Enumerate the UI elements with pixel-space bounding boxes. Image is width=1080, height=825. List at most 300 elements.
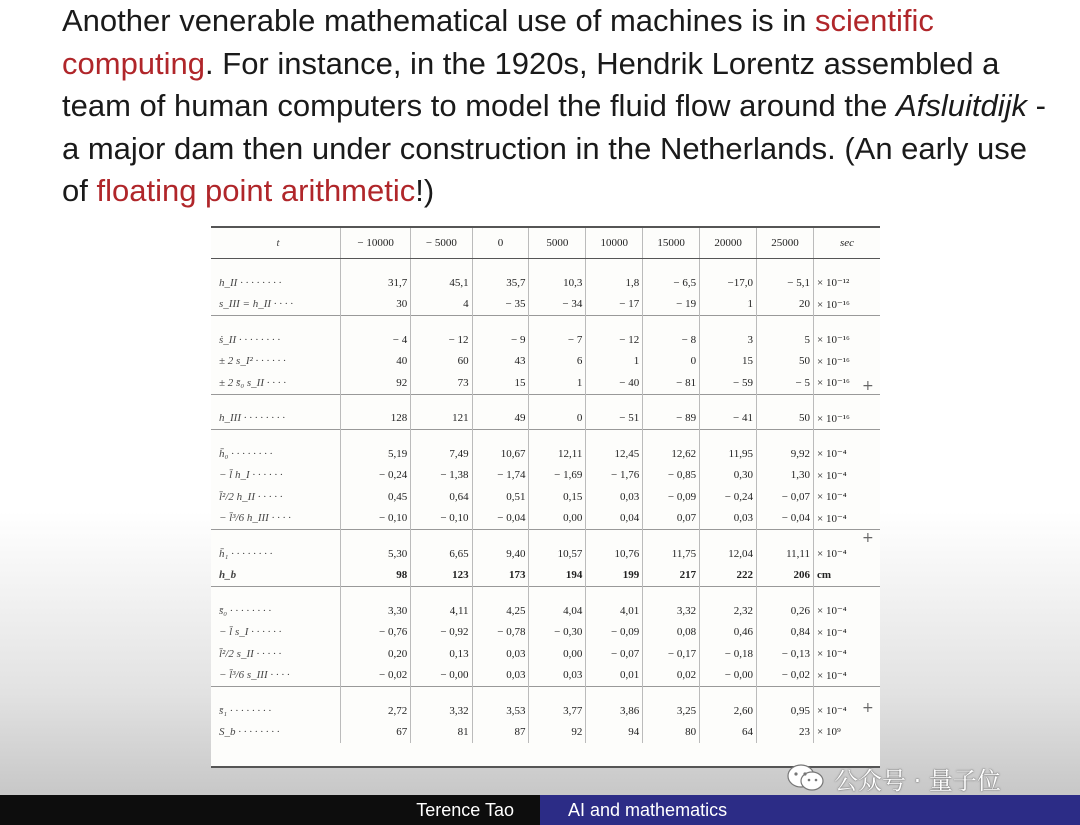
- table-gap-cell: [341, 430, 411, 444]
- table-cell: − 1,76: [586, 465, 643, 487]
- table-gap-cell: [529, 587, 586, 601]
- table-cell: 2,60: [700, 700, 757, 722]
- table-gap-cell: [643, 430, 700, 444]
- table-cell: − 0,04: [757, 508, 814, 530]
- table-cell: 4,01: [586, 600, 643, 622]
- table-cell: 11,95: [700, 443, 757, 465]
- table-cell: 0,20: [341, 643, 411, 665]
- table-cell: 98: [341, 565, 411, 587]
- table-gap-cell: [411, 430, 472, 444]
- table-gap-cell: [211, 259, 341, 273]
- table-gap-cell: [814, 430, 881, 444]
- table-cell: 0: [529, 408, 586, 430]
- row-unit: × 10⁻⁴: [814, 508, 881, 530]
- table-cell: 3,86: [586, 700, 643, 722]
- table-cell: − 0,07: [757, 486, 814, 508]
- footer-title-section: [540, 795, 1080, 825]
- row-label: h_b: [219, 569, 237, 582]
- table-header-cell: 20000: [700, 228, 757, 259]
- table-header-cell: 10000: [586, 228, 643, 259]
- table-cell: 9,92: [757, 443, 814, 465]
- table-cell: − 9: [472, 329, 529, 351]
- table-cell: − 12: [586, 329, 643, 351]
- table-cell: 6: [529, 351, 586, 373]
- table-cell: 67: [341, 722, 411, 744]
- row-unit: × 10⁻⁴: [814, 622, 881, 644]
- row-unit: × 10⁻¹⁶: [814, 408, 881, 430]
- table-gap-cell: [586, 687, 643, 701]
- table-gap-cell: [586, 530, 643, 544]
- table-cell: 40: [341, 351, 411, 373]
- table-row: [211, 565, 880, 587]
- table-cell: 194: [529, 565, 586, 587]
- table-cell: 0,84: [757, 622, 814, 644]
- table-cell: 3,32: [643, 600, 700, 622]
- table-cell: 20: [757, 294, 814, 316]
- table-cell: 0,64: [411, 486, 472, 508]
- table-gap-cell: [472, 430, 529, 444]
- table-cell: 173: [472, 565, 529, 587]
- table-cell: 35,7: [472, 272, 529, 294]
- table-cell: 1,8: [586, 272, 643, 294]
- table-cell: 1,30: [757, 465, 814, 487]
- table-gap-cell: [814, 394, 881, 408]
- table-gap-cell: [643, 394, 700, 408]
- row-label: l̄²/2 h_II · · · · ·: [219, 490, 283, 503]
- table-cell: 1: [700, 294, 757, 316]
- table-row: [211, 486, 880, 508]
- row-unit: × 10⁻¹⁶: [814, 294, 881, 316]
- table-cell: 49: [472, 408, 529, 430]
- row-unit: × 10⁻¹⁶: [814, 329, 881, 351]
- plus-mark: +: [862, 700, 874, 716]
- table-gap-cell: [757, 687, 814, 701]
- table-gap-cell: [472, 530, 529, 544]
- row-label: S_b · · · · · · · ·: [219, 726, 280, 739]
- table-gap-cell: [643, 687, 700, 701]
- watermark: [786, 760, 1001, 796]
- table-cell: − 5,1: [757, 272, 814, 294]
- table-cell: 4,11: [411, 600, 472, 622]
- table-gap-cell: [643, 259, 700, 273]
- table-cell: − 0,00: [700, 665, 757, 687]
- table-group-gap: [211, 530, 880, 544]
- table-gap-cell: [472, 587, 529, 601]
- table-gap-cell: [211, 430, 341, 444]
- table-cell: 2,72: [341, 700, 411, 722]
- table-cell: 31,7: [341, 272, 411, 294]
- table-cell: 199: [586, 565, 643, 587]
- table-cell: 1: [529, 372, 586, 394]
- row-label: ± 2 s_I² · · · · · ·: [219, 355, 286, 368]
- table-cell: 4: [411, 294, 472, 316]
- table-gap-cell: [341, 394, 411, 408]
- lorentz-table-image: [211, 226, 880, 768]
- table-cell: 0,08: [643, 622, 700, 644]
- row-unit: × 10⁻¹²: [814, 272, 881, 294]
- row-label: h_III · · · · · · · ·: [219, 412, 285, 425]
- text-part-1: Another venerable mathematical use of machines is in: [62, 3, 816, 38]
- table-cell: 7,49: [411, 443, 472, 465]
- table-header-cell: − 10000: [341, 228, 411, 259]
- row-label: ṡ_II · · · · · · · ·: [219, 333, 281, 346]
- table-cell: 0,26: [757, 600, 814, 622]
- table-cell: 10,76: [586, 543, 643, 565]
- table-header-row: [211, 228, 880, 259]
- row-label: s_III = h_II · · · ·: [219, 298, 294, 311]
- table-cell: 0,00: [529, 508, 586, 530]
- row-unit: × 10⁻⁴: [814, 700, 881, 722]
- table-row: [211, 622, 880, 644]
- table-cell: − 40: [586, 372, 643, 394]
- table-row: [211, 508, 880, 530]
- italic-afsluitdijk: Afsluitdijk: [896, 88, 1027, 123]
- row-label: − l̄ h_I · · · · · ·: [219, 469, 283, 482]
- slide-text: [62, 0, 1052, 213]
- table-cell: − 5: [757, 372, 814, 394]
- table-cell: 0,00: [529, 643, 586, 665]
- table-cell: − 35: [472, 294, 529, 316]
- table-cell: − 0,10: [411, 508, 472, 530]
- table-cell: 0,15: [529, 486, 586, 508]
- table-gap-cell: [586, 430, 643, 444]
- row-unit: × 10⁻⁴: [814, 600, 881, 622]
- table-cell: 10,3: [529, 272, 586, 294]
- table-gap-cell: [341, 316, 411, 330]
- table-gap-cell: [700, 530, 757, 544]
- table-cell: 5,30: [341, 543, 411, 565]
- row-label: s̄₀ · · · · · · · ·: [219, 604, 272, 617]
- table-gap-cell: [757, 530, 814, 544]
- table-cell: − 12: [411, 329, 472, 351]
- table-cell: 50: [757, 351, 814, 373]
- table-gap-cell: [757, 587, 814, 601]
- table-cell: − 6,5: [643, 272, 700, 294]
- table-cell: − 34: [529, 294, 586, 316]
- table-gap-cell: [700, 394, 757, 408]
- table-cell: 92: [529, 722, 586, 744]
- table-gap-cell: [411, 394, 472, 408]
- table-cell: 43: [472, 351, 529, 373]
- table-cell: 0,51: [472, 486, 529, 508]
- table-gap-cell: [700, 687, 757, 701]
- table-cell: − 0,09: [643, 486, 700, 508]
- table-cell: 0,03: [529, 665, 586, 687]
- table-cell: 123: [411, 565, 472, 587]
- row-unit: × 10⁻⁴: [814, 486, 881, 508]
- table-cell: − 0,30: [529, 622, 586, 644]
- table-cell: 3: [700, 329, 757, 351]
- table-cell: 94: [586, 722, 643, 744]
- row-unit: × 10⁻¹⁶: [814, 351, 881, 373]
- table-cell: 0,46: [700, 622, 757, 644]
- table-gap-cell: [472, 259, 529, 273]
- table-cell: 73: [411, 372, 472, 394]
- table-gap-cell: [411, 687, 472, 701]
- table-cell: − 4: [341, 329, 411, 351]
- table-group-gap: [211, 316, 880, 330]
- table-cell: − 1,74: [472, 465, 529, 487]
- table-gap-cell: [586, 587, 643, 601]
- table-gap-cell: [341, 530, 411, 544]
- footer-author-section: [0, 795, 540, 825]
- table-group-gap: [211, 587, 880, 601]
- footer-bar: [0, 795, 1080, 825]
- table-gap-cell: [341, 587, 411, 601]
- table-gap-cell: [211, 316, 341, 330]
- table-cell: 217: [643, 565, 700, 587]
- table-cell: 128: [341, 408, 411, 430]
- table-cell: − 7: [529, 329, 586, 351]
- footer-author: Terence Tao: [416, 800, 514, 820]
- row-label: − l̄³/6 h_III · · · ·: [219, 512, 291, 525]
- table-cell: − 0,18: [700, 643, 757, 665]
- table-cell: 12,62: [643, 443, 700, 465]
- table-gap-cell: [529, 394, 586, 408]
- table-row: [211, 700, 880, 722]
- table-gap-cell: [529, 530, 586, 544]
- table-gap-cell: [700, 587, 757, 601]
- table-cell: 9,40: [472, 543, 529, 565]
- table-header-cell: 5000: [529, 228, 586, 259]
- link-scientific-computing[interactable]: scientific computing: [62, 3, 934, 81]
- table-row: [211, 665, 880, 687]
- table-gap-cell: [643, 587, 700, 601]
- table-gap-cell: [472, 687, 529, 701]
- table-gap-cell: [586, 316, 643, 330]
- table-gap-cell: [814, 587, 881, 601]
- table-cell: 10,67: [472, 443, 529, 465]
- table-gap-cell: [757, 430, 814, 444]
- table-gap-cell: [341, 687, 411, 701]
- row-unit: × 10⁻⁴: [814, 643, 881, 665]
- text-part-4: !): [415, 173, 435, 208]
- table-row: [211, 643, 880, 665]
- table-cell: − 89: [643, 408, 700, 430]
- row-unit: × 10⁻¹⁶: [814, 372, 881, 394]
- table-row: [211, 372, 880, 394]
- table-gap-cell: [814, 316, 881, 330]
- plus-mark: +: [862, 378, 874, 394]
- table-gap-cell: [341, 259, 411, 273]
- text-part-2: . For instance, in the 1920s, Hendrik Lorentz assembled a team of human computers to model the fluid flow around the: [62, 45, 1000, 123]
- table-cell: − 51: [586, 408, 643, 430]
- lorentz-table: [211, 228, 880, 743]
- table-row: [211, 329, 880, 351]
- table-gap-cell: [529, 687, 586, 701]
- table-group-gap: [211, 394, 880, 408]
- table-gap-cell: [814, 259, 881, 273]
- row-unit: × 10⁻⁴: [814, 543, 881, 565]
- table-cell: − 59: [700, 372, 757, 394]
- table-cell: 81: [411, 722, 472, 744]
- table-group-gap: [211, 430, 880, 444]
- table-gap-cell: [411, 259, 472, 273]
- table-group-gap: [211, 259, 880, 273]
- table-gap-cell: [411, 316, 472, 330]
- table-cell: − 0,76: [341, 622, 411, 644]
- table-cell: 5: [757, 329, 814, 351]
- table-cell: − 0,09: [586, 622, 643, 644]
- table-cell: 121: [411, 408, 472, 430]
- row-unit: × 10⁹: [814, 722, 881, 744]
- table-cell: 0,45: [341, 486, 411, 508]
- table-cell: 60: [411, 351, 472, 373]
- table-gap-cell: [211, 530, 341, 544]
- table-cell: 0,02: [643, 665, 700, 687]
- table-cell: − 0,85: [643, 465, 700, 487]
- table-gap-cell: [472, 316, 529, 330]
- table-cell: − 81: [643, 372, 700, 394]
- table-cell: 0,01: [586, 665, 643, 687]
- table-cell: − 0,92: [411, 622, 472, 644]
- table-cell: 12,45: [586, 443, 643, 465]
- row-unit: × 10⁻⁴: [814, 443, 881, 465]
- table-cell: 3,77: [529, 700, 586, 722]
- table-cell: 11,75: [643, 543, 700, 565]
- footer-title: AI and mathematics: [568, 800, 728, 820]
- table-header-cell: − 5000: [411, 228, 472, 259]
- table-cell: 206: [757, 565, 814, 587]
- table-cell: 5,19: [341, 443, 411, 465]
- table-cell: 0,03: [472, 643, 529, 665]
- table-cell: 15: [700, 351, 757, 373]
- table-cell: 12,11: [529, 443, 586, 465]
- table-header-cell: sec: [814, 228, 881, 259]
- table-row: [211, 294, 880, 316]
- table-row: [211, 272, 880, 294]
- table-cell: − 0,02: [341, 665, 411, 687]
- table-cell: 0,30: [700, 465, 757, 487]
- table-cell: 50: [757, 408, 814, 430]
- table-cell: 30: [341, 294, 411, 316]
- table-cell: −17,0: [700, 272, 757, 294]
- table-row: [211, 351, 880, 373]
- text-part-3: - a major dam then under construction in the Netherlands. (An early use of: [62, 88, 1046, 208]
- table-header-cell: 0: [472, 228, 529, 259]
- row-label: s̄₁ · · · · · · · ·: [219, 704, 272, 717]
- row-label: h̄₁ · · · · · · · ·: [219, 547, 273, 560]
- table-cell: 45,1: [411, 272, 472, 294]
- table-header-cell: 15000: [643, 228, 700, 259]
- row-label: h̄₀ · · · · · · · ·: [219, 447, 273, 460]
- table-cell: 0,13: [411, 643, 472, 665]
- table-row: [211, 543, 880, 565]
- table-cell: 0: [643, 351, 700, 373]
- table-header-cell: 25000: [757, 228, 814, 259]
- table-cell: 3,53: [472, 700, 529, 722]
- table-cell: 3,32: [411, 700, 472, 722]
- table-cell: 10,57: [529, 543, 586, 565]
- table-gap-cell: [814, 687, 881, 701]
- table-cell: 12,04: [700, 543, 757, 565]
- table-row: [211, 408, 880, 430]
- row-label: − l̄³/6 s_III · · · ·: [219, 669, 290, 682]
- table-gap-cell: [757, 259, 814, 273]
- table-cell: 2,32: [700, 600, 757, 622]
- table-gap-cell: [700, 430, 757, 444]
- table-cell: − 19: [643, 294, 700, 316]
- table-gap-cell: [757, 394, 814, 408]
- table-gap-cell: [643, 316, 700, 330]
- table-gap-cell: [700, 259, 757, 273]
- plus-mark: +: [862, 530, 874, 546]
- table-gap-cell: [411, 530, 472, 544]
- table-cell: − 1,69: [529, 465, 586, 487]
- table-cell: 6,65: [411, 543, 472, 565]
- table-cell: 92: [341, 372, 411, 394]
- table-row: [211, 443, 880, 465]
- table-gap-cell: [211, 687, 341, 701]
- table-gap-cell: [586, 259, 643, 273]
- table-cell: 0,03: [700, 508, 757, 530]
- table-gap-cell: [700, 316, 757, 330]
- table-cell: − 0,17: [643, 643, 700, 665]
- row-unit: × 10⁻⁴: [814, 465, 881, 487]
- table-row: [211, 600, 880, 622]
- table-cell: − 1,38: [411, 465, 472, 487]
- table-cell: − 0,24: [700, 486, 757, 508]
- table-cell: 87: [472, 722, 529, 744]
- table-cell: 0,03: [586, 486, 643, 508]
- row-label: h_II · · · · · · · ·: [219, 276, 282, 289]
- watermark-text: 公众号 · 量子位: [834, 766, 1001, 795]
- table-cell: − 0,10: [341, 508, 411, 530]
- table-row: [211, 465, 880, 487]
- table-gap-cell: [472, 394, 529, 408]
- wechat-icon: [786, 763, 826, 793]
- row-label: − l̄ s_I · · · · · ·: [219, 626, 282, 639]
- row-label: l̄²/2 s_II · · · · ·: [219, 647, 282, 660]
- link-floating-point[interactable]: floating point arithmetic: [96, 173, 416, 208]
- table-cell: − 41: [700, 408, 757, 430]
- table-cell: 80: [643, 722, 700, 744]
- table-gap-cell: [757, 316, 814, 330]
- table-cell: − 0,78: [472, 622, 529, 644]
- table-gap-cell: [411, 587, 472, 601]
- table-group-gap: [211, 687, 880, 701]
- table-cell: − 0,07: [586, 643, 643, 665]
- table-cell: − 0,24: [341, 465, 411, 487]
- table-cell: 1: [586, 351, 643, 373]
- table-cell: 222: [700, 565, 757, 587]
- table-gap-cell: [211, 587, 341, 601]
- table-gap-cell: [643, 530, 700, 544]
- table-cell: 15: [472, 372, 529, 394]
- table-gap-cell: [211, 394, 341, 408]
- table-cell: 11,11: [757, 543, 814, 565]
- table-cell: 4,25: [472, 600, 529, 622]
- table-cell: − 0,13: [757, 643, 814, 665]
- table-cell: − 0,02: [757, 665, 814, 687]
- table-row: [211, 722, 880, 744]
- table-cell: 0,03: [472, 665, 529, 687]
- row-unit: × 10⁻⁴: [814, 665, 881, 687]
- table-cell: − 8: [643, 329, 700, 351]
- table-cell: 3,30: [341, 600, 411, 622]
- table-cell: 0,07: [643, 508, 700, 530]
- table-gap-cell: [529, 259, 586, 273]
- table-cell: 3,25: [643, 700, 700, 722]
- table-cell: − 0,00: [411, 665, 472, 687]
- row-unit: cm: [814, 565, 881, 587]
- row-label: ± 2 s̄₀ s_II · · · ·: [219, 376, 286, 389]
- table-cell: − 0,04: [472, 508, 529, 530]
- table-gap-cell: [529, 430, 586, 444]
- table-cell: 64: [700, 722, 757, 744]
- table-cell: 0,95: [757, 700, 814, 722]
- table-cell: 23: [757, 722, 814, 744]
